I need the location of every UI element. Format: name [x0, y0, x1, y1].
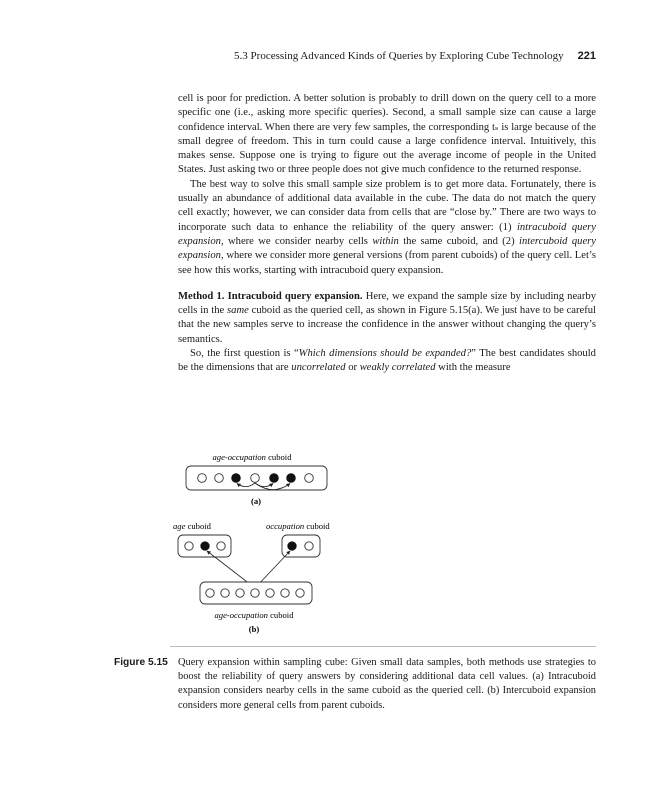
figure-5-15	[170, 448, 340, 644]
subfigure-label-a: (a)	[250, 496, 262, 506]
p2-emphasis-intercuboid: intercuboid query expansion	[178, 235, 596, 262]
cell-filled	[288, 542, 296, 550]
paragraph-4	[178, 347, 596, 376]
p3-emphasis-same: same	[227, 305, 249, 317]
cell-empty	[217, 542, 225, 550]
paragraph-3	[178, 290, 596, 347]
top-cuboid-label: age-occupation cuboid	[212, 452, 292, 462]
cell-empty	[296, 589, 304, 597]
p2-text: , where we consider nearby cells	[220, 235, 373, 247]
running-title: 5.3 Processing Advanced Kinds of Queries by Exploring Cube Technology	[234, 50, 564, 62]
p2-text: , where we consider more general versions (from parent cuboids) of the query cell. Let’s see how this works, starting with intracuboid query expansion.	[178, 250, 596, 276]
p4-text: or	[345, 362, 360, 374]
query-cell	[251, 474, 260, 483]
cell-filled	[232, 474, 241, 483]
page-number: 221	[577, 50, 596, 62]
query-cell	[251, 589, 259, 597]
method-1-heading: Method 1. Intracuboid query expansion.	[178, 290, 363, 302]
caption-text: Query expansion within sampling cube: Given small data samples, both methods use strategies to boost the reliability of query answers by considering additional data cell values. (a) Intracuboid expansion considers nearby cells in the same cuboid as the queried cell. (b) Intercuboid expansion considers more general cells from parent cuboids.	[178, 657, 596, 711]
p2-emphasis-intracuboid: intracuboid query expansion	[178, 221, 596, 247]
p4-text: with the measure	[435, 362, 511, 374]
cell-empty	[206, 589, 214, 597]
running-header	[178, 50, 596, 66]
bottom-cuboid-label: age-occupation cuboid	[214, 610, 294, 620]
caption-label: Figure 5.15	[114, 657, 168, 668]
cell-empty	[266, 589, 274, 597]
p3-text: Here, we expand the sample size by including nearby cells in the	[178, 290, 596, 317]
p3-text: cuboid as the queried cell, as shown in Figure 5.15(a). We just have to be careful that the new samples serve to increase the confidence in the answer without changing the query’s semantics.	[178, 305, 596, 345]
cell-empty	[281, 589, 289, 597]
figure-divider	[170, 646, 596, 647]
cell-filled	[287, 474, 296, 483]
p2-text: The best way to solve this small sample size problem is to get more data. Fortunately, there is usually an abundance of additional data available in the cube. The data do not match the query cell exactly; however, we can consider data from cells that are “close by.” There are two ways to incorporate such data to enhance the reliability of the query answer: (1)	[178, 178, 596, 233]
occupation-cuboid-label: occupation cuboid	[266, 521, 330, 531]
p4-text: ” The best candidates should be the dimensions that are	[178, 348, 596, 374]
cell-empty	[185, 542, 193, 550]
cell-filled	[270, 474, 279, 483]
paragraph-1: cell is poor for prediction. A better solution is probably to drill down on the query cell to a more specific one (i.e., asking more specific queries). Second, a small sample size can cause a large confidence interval. When there are very few samples, the corresponding tₛ is large because of the small degree of freedom. This in turn could cause a large confidence interval. Intuitively, this makes sense. Suppose one is trying to figure out the average income of people in the United States. Just asking two or three people does not give much confidence to the returned response.	[178, 93, 596, 176]
cell-empty	[305, 542, 313, 550]
body-text	[178, 92, 596, 376]
p4-emphasis-question: Which dimensions should be expanded?	[298, 348, 472, 360]
cell-empty	[305, 474, 314, 483]
age-cuboid-label: age cuboid	[173, 521, 211, 531]
p4-text: So, the first question is “	[190, 348, 299, 360]
p4-emphasis-uncorrelated: uncorrelated	[291, 362, 346, 374]
p4-emphasis-weakly: weakly correlated	[359, 362, 436, 374]
query-expansion-diagram	[170, 448, 340, 644]
cell-filled	[201, 542, 209, 550]
cell-empty	[198, 474, 207, 483]
cell-empty	[221, 589, 229, 597]
p2-emphasis-within: within	[372, 235, 399, 247]
paragraph-2	[178, 178, 596, 278]
p2-text: the same cuboid, and (2)	[398, 235, 520, 247]
subfigure-label-b: (b)	[248, 624, 260, 634]
figure-caption	[114, 656, 596, 713]
cell-empty	[215, 474, 224, 483]
cell-empty	[236, 589, 244, 597]
